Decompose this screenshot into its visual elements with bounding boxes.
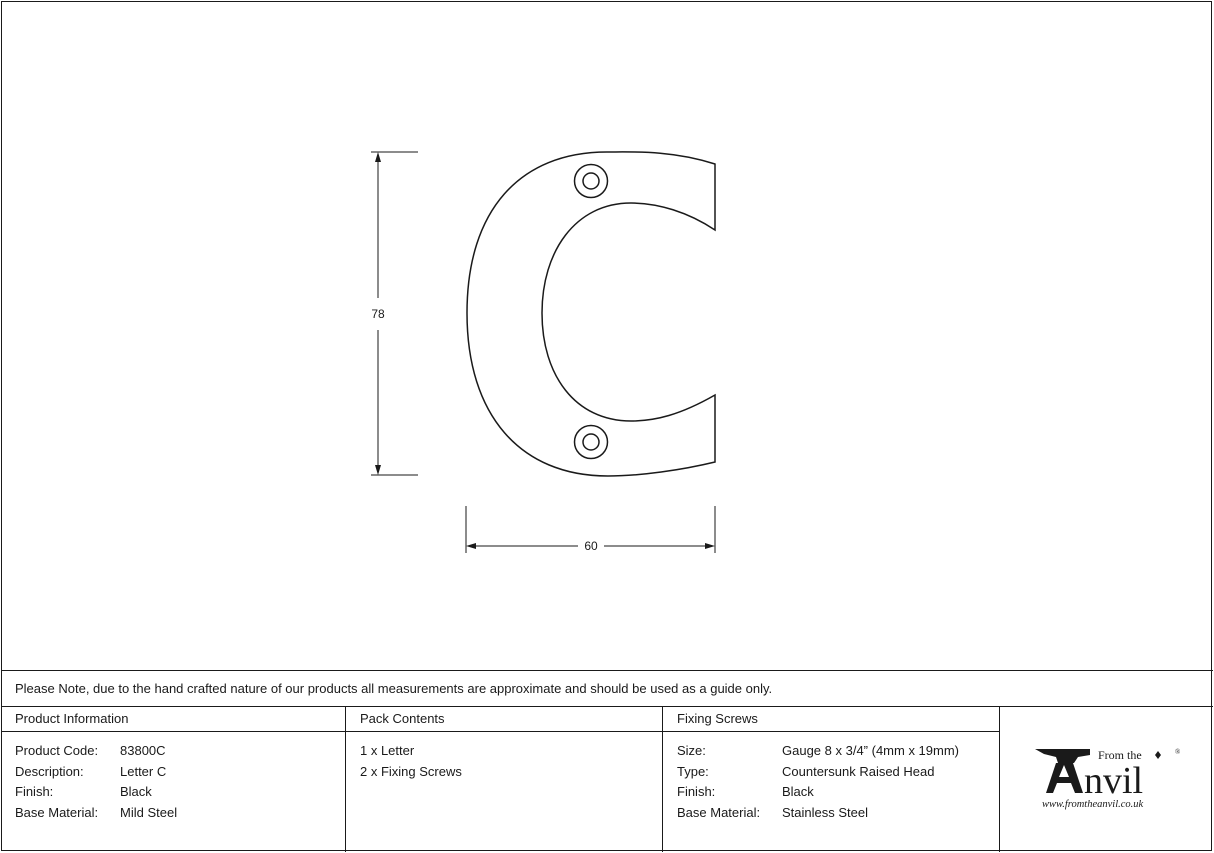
product-information-heading: Product Information	[1, 707, 345, 732]
row-key: Base Material:	[677, 804, 761, 820]
row-value: Black	[782, 784, 814, 799]
pack-contents-panel	[346, 707, 663, 852]
pack-item: 1 x Letter	[360, 743, 415, 758]
fixing-screws-panel	[663, 707, 1000, 852]
row-value: Gauge 8 x 3/4” (4mm x 19mm)	[782, 743, 959, 758]
width-dimension	[466, 506, 715, 553]
row-value: Stainless Steel	[782, 804, 868, 820]
row-key: Description:	[15, 763, 84, 779]
pack-item: 2 x Fixing Screws	[360, 763, 462, 779]
product-information-panel	[1, 707, 346, 852]
base-material-row	[15, 803, 345, 824]
screw-size-row	[677, 741, 999, 762]
row-key: Base Material:	[15, 804, 99, 820]
row-key: Product Code:	[15, 743, 99, 758]
measurement-note-text: Please Note, due to the hand crafted nature of our products all measurements are approximate and should be used as a guide only.	[15, 681, 773, 696]
screw-hole-bottom-inner	[583, 434, 599, 450]
row-key: Finish:	[15, 784, 54, 799]
anvil-logo	[1000, 707, 1213, 852]
row-key: Size:	[677, 743, 706, 758]
logo-from-the: From the	[1098, 748, 1142, 762]
height-dimension-label: 78	[371, 307, 385, 321]
width-dimension-label: 60	[584, 539, 598, 553]
height-dimension	[371, 152, 418, 475]
row-value: Mild Steel	[120, 804, 178, 820]
row-value: Letter C	[120, 763, 167, 779]
row-value: Black	[120, 784, 152, 799]
logo-a-legs	[1046, 763, 1083, 793]
row-key: Finish:	[677, 784, 716, 799]
screw-finish-row	[677, 782, 999, 803]
screw-hole-bottom-outer	[575, 426, 608, 459]
screw-material-row	[677, 803, 999, 824]
finish-row	[15, 782, 345, 803]
fixing-screws-heading: Fixing Screws	[663, 707, 999, 732]
description-row	[15, 762, 345, 783]
pack-contents-heading: Pack Contents	[346, 707, 662, 732]
row-value: Countersunk Raised Head	[782, 763, 935, 779]
logo-diamond-icon	[1155, 751, 1161, 759]
screw-hole-top-inner	[583, 173, 599, 189]
measurement-note	[1, 670, 1213, 707]
logo-registered-mark: ®	[1175, 748, 1181, 756]
screw-hole-top-outer	[575, 165, 608, 198]
screw-type-row	[677, 762, 999, 783]
row-key: Type:	[677, 763, 709, 779]
product-code-row	[15, 741, 345, 762]
logo-brand-word: nvil	[1084, 760, 1144, 802]
logo-url: www.fromtheanvil.co.uk	[1042, 799, 1144, 810]
anvil-icon	[1035, 749, 1090, 763]
letter-c-outline	[467, 152, 715, 476]
brand-logo-panel	[1000, 707, 1213, 852]
row-value: 83800C	[120, 743, 166, 758]
